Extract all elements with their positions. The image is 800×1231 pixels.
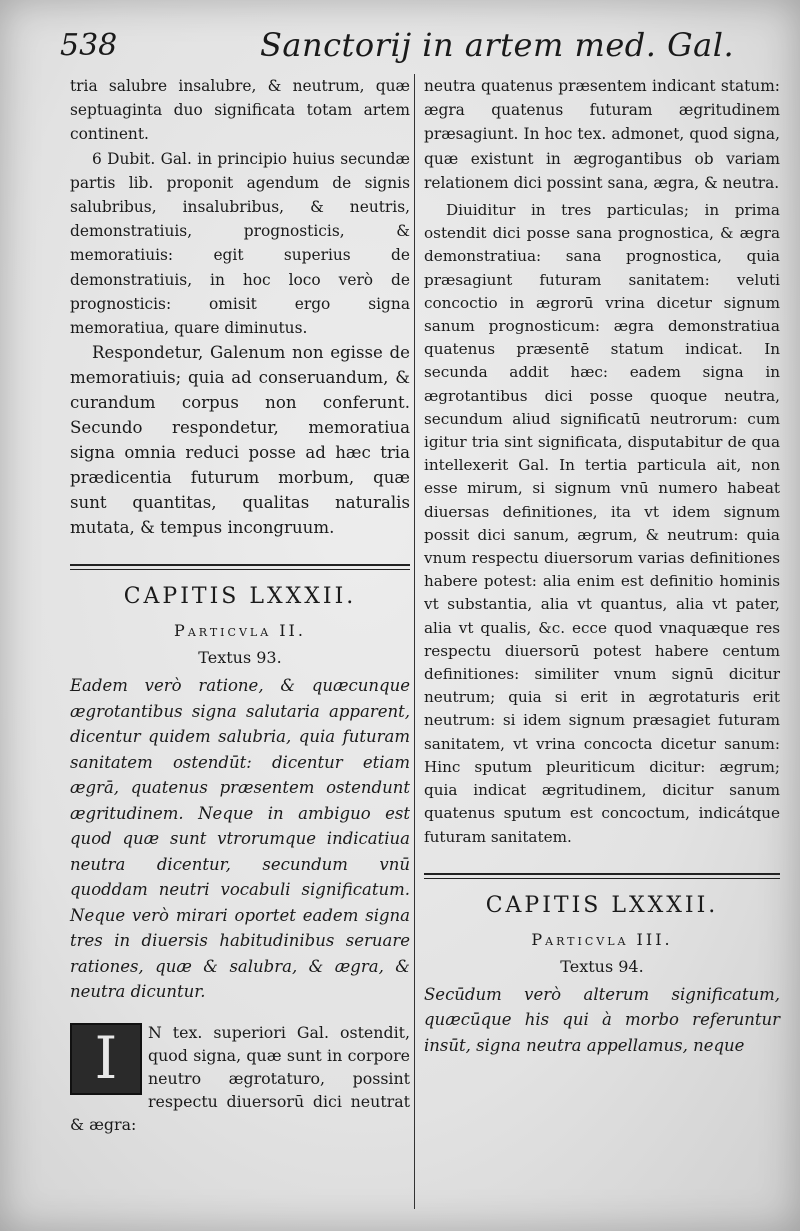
ornamental-initial-icon: I (70, 1023, 142, 1095)
right-paragraph-1: neutra quatenus præsentem indicant statum: ægra quatenus futuram ægritudinem præsagiunt. In hoc tex. admonet, quod signa, quæ existunt in ægrogantibus ob variam relationem dici possint sana, ægra, & neutra. (424, 77, 780, 192)
page-header (60, 22, 780, 70)
section-rule-right (424, 873, 780, 879)
left-paragraph-3: Respondetur, Galenum non egisse de memoratiuis; quia ad conseruandum, & curandum corpus non conferunt. Secundo respondetur, memoratiua signa omnia reduci posse ad hæc tria prædicentia futurum morbum, quæ sunt quantitas, qualitas naturalis mutata, & tempus incongruum. (70, 343, 410, 538)
right-column (424, 74, 780, 1058)
galen-quote-right: Secūdum verò alterum significatum, quæcūque his qui à morbo referuntur insūt, signa neutra appellamus, neque (424, 984, 780, 1055)
textus-label-right: Textus 94. (560, 956, 644, 976)
page-number: 538 (60, 28, 118, 63)
left-paragraph-2: 6 Dubit. Gal. in principio huius secundæ partis lib. proponit agendum de signis salubribus, insalubribus, & neutris, demonstratiuis, prognosticis, & memoratiuis: egit superius de demonstratiuis, in hoc loco verò de prognosticis: omisit ergo signa memoratiua, quare diminutus. (70, 149, 410, 338)
left-paragraph-1: tria salubre insalubre, & neutrum, quæ septuaginta duo significata totam artem continent. (70, 77, 410, 144)
right-paragraph-2: Diuiditur in tres particulas; in prima ostendit dici posse sana prognostica, & ægra demonstratiua: sana prognostica, quia præsagiunt futuram sanitatem: veluti concoctio in ægrorū vrina dicetur signum sanum prognosticum: ægra demonstratiua quatenus præsentē statum indicat. In secunda addit hæc: eadem signa in ægrotantibus dici posse quoque neutra, secundum aliud significatū neutrorum: cum igitur tria sint significata, disputabitur de qua intellexerit Gal. In tertia particula ait, non esse mirum, si signum vnū numero habeat diuersas definitiones, ita vt idem signum possit dici sanum, ægrum, & neutrum: quia vnum respectu diuersorum varias definitiones habere potest: alia enim est definitio hominis vt substantia, alia vt quantus, alia vt pater, alia vt qualis, &c. ecce quod vnaquæque res respectu diuersorū potest habere centum definitiones: similiter vnum signū dicitur neutrum; quia si erit in ægrotaturis erit neutrum: si idem signum præsagiet futuram sanitatem, vt vrina concocta dicetur sanum: Hinc sputum pleuriticum dicitur: ægrum; quia indicat ægritudinem, dicitur sanum quatenus sputum est concoctum, indicátque futuram sanitatem. (424, 201, 780, 846)
left-column (70, 74, 410, 1136)
running-head: Sanctorij in artem med. Gal. (260, 26, 735, 64)
commentary-start (70, 1021, 410, 1136)
particula-heading: Particvla II. (174, 621, 306, 641)
galen-quote: Eadem verò ratione, & quæcunque ægrotantibus signa salutaria apparent, dicentur quidem salubria, quia futuram sanitatem ostendūt: dicentur etiam ægrā, quatenus præsentem ostendunt ægritudinem. Neque in ambiguo est quod quæ sunt vtrorumque indicatiua neutra dicentur, secundum vnū quoddam neutri vocabuli significatum. Neque verò mirari oportet eadem signa tres in diuersis habitudinibus seruare rationes, quæ & salubra, & ægra, & neutra dicuntur. (70, 676, 410, 1002)
particula-heading-right: Particvla III. (531, 929, 673, 949)
section-rule (70, 564, 410, 570)
chapter-heading: CAPITIS LXXXII. (123, 584, 357, 610)
column-divider (414, 74, 415, 1209)
chapter-heading-right: CAPITIS LXXXII. (485, 892, 719, 918)
textus-label: Textus 93. (198, 648, 282, 668)
left-paragraph-4: N tex. superiori Gal. ostendit, quod signa, quæ sunt in corpore neutro ægrotaturo, possint respectu diuersorū dici neutrat & ægra: (70, 1022, 410, 1134)
